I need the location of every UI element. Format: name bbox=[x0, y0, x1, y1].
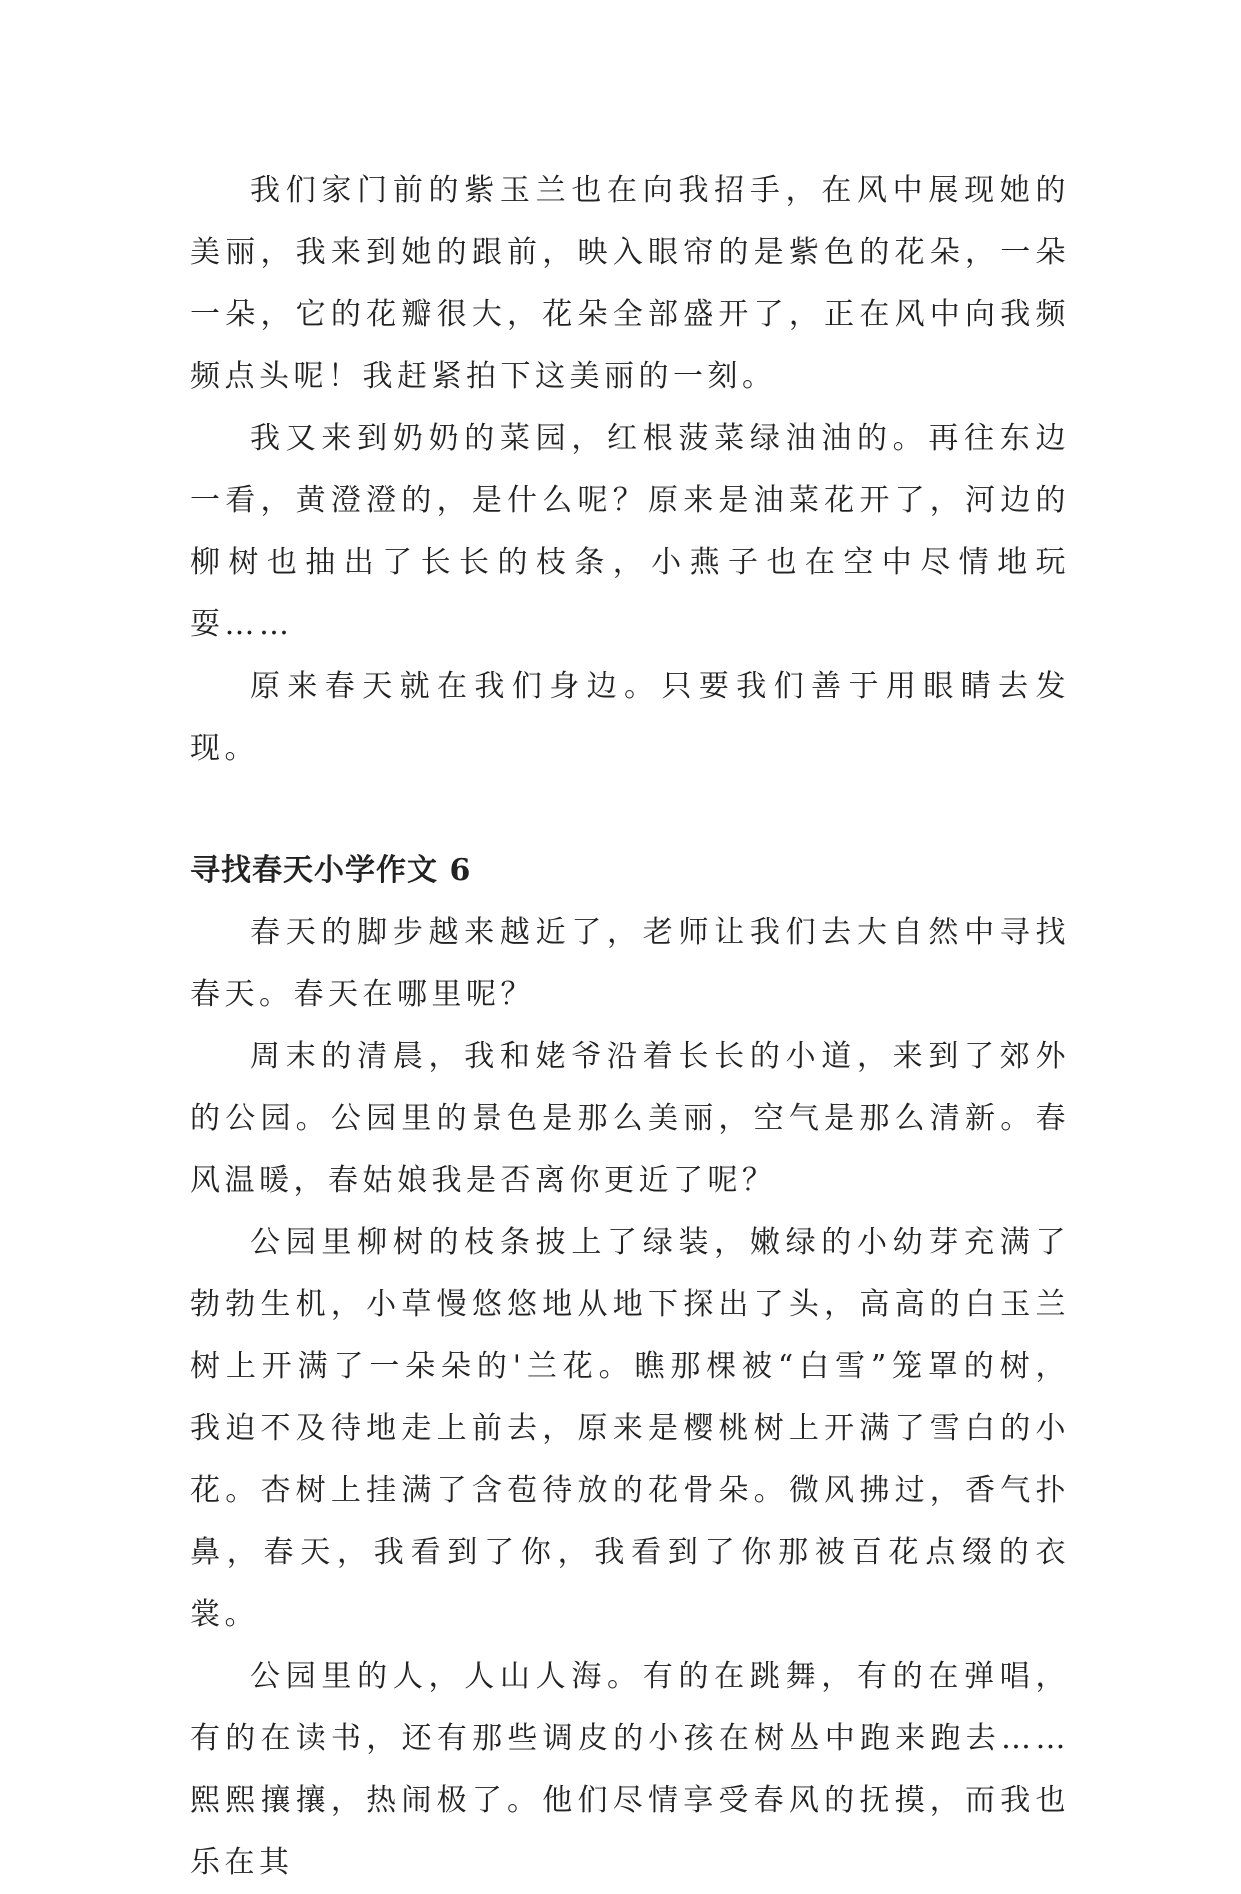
paragraph-vegetable-garden: 我又来到奶奶的菜园，红根菠菜绿油油的。再往东边一看，黄澄澄的，是什么呢？原来是油菜花开了，河边的柳树也抽出了长长的枝条，小燕子也在空中尽情地玩耍…… bbox=[190, 421, 1070, 642]
paragraph-park-people: 公园里的人，人山人海。有的在跳舞，有的在弹唱，有的在读书，还有那些调皮的小孩在树丛中跑来跑去……熙熙攘攘，热闹极了。他们尽情享受春风的抚摸，而我也乐在其 bbox=[190, 1659, 1070, 1880]
paragraph-magnolia: 我们家门前的紫玉兰也在向我招手，在风中展现她的美丽，我来到她的跟前，映入眼帘的是紫色的花朵，一朵一朵，它的花瓣很大，花朵全部盛开了，正在风中向我频频点头呢！我赶紧拍下这美丽的一刻。 bbox=[190, 173, 1070, 394]
paragraph-spring-approaching: 春天的脚步越来越近了，老师让我们去大自然中寻找春天。春天在哪里呢？ bbox=[190, 915, 1070, 1012]
paragraph-spring-around-us: 原来春天就在我们身边。只要我们善于用眼睛去发现。 bbox=[190, 669, 1070, 766]
document-body bbox=[190, 160, 1070, 1894]
section-title: 寻找春天小学作文 6 bbox=[190, 853, 472, 888]
paragraph-park-trees: 公园里柳树的枝条披上了绿装，嫩绿的小幼芽充满了勃勃生机，小草慢悠悠地从地下探出了头，高高的白玉兰树上开满了一朵朵的'兰花。瞧那棵被“白雪”笼罩的树，我迫不及待地走上前去，原来是樱桃树上开满了雪白的小花。杏树上挂满了含苞待放的花骨朵。微风拂过，香气扑鼻，春天，我看到了你，我看到了你那被百花点缀的衣裳。 bbox=[190, 1225, 1070, 1632]
paragraph-weekend-park: 周末的清晨，我和姥爷沿着长长的小道，来到了郊外的公园。公园里的景色是那么美丽，空气是那么清新。春风温暖，春姑娘我是否离你更近了呢？ bbox=[190, 1039, 1070, 1198]
